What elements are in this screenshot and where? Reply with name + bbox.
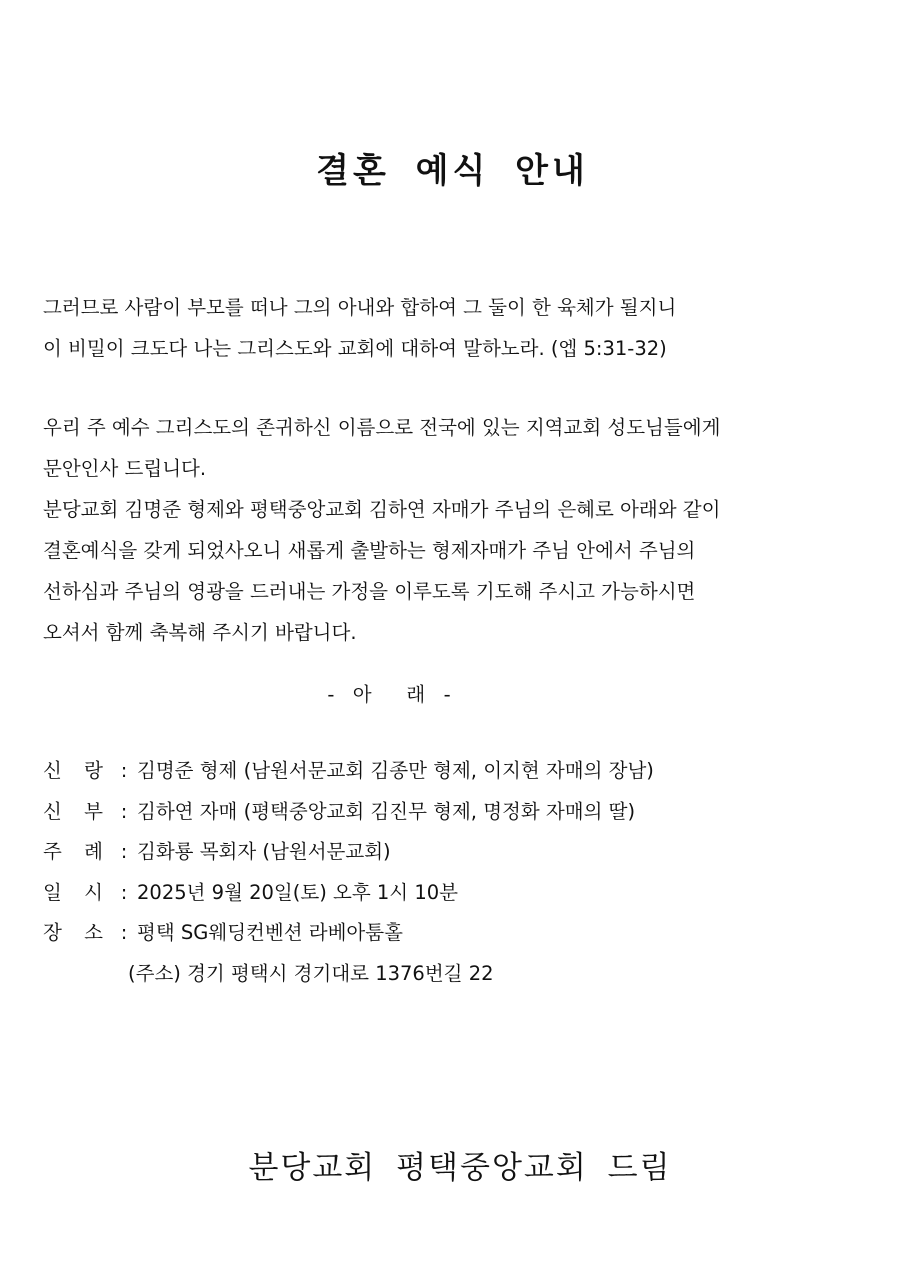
greeting-line: 문안인사 드립니다. xyxy=(43,457,207,480)
venue-address: (주소) 경기 평택시 경기대로 1376번길 22 xyxy=(128,961,494,985)
detail-row-venue xyxy=(43,913,883,954)
detail-separator: : xyxy=(120,880,128,904)
verse-line: 그러므로 사람이 부모를 떠나 그의 아내와 합하여 그 둘이 한 육체가 될지니 xyxy=(43,296,677,319)
detail-value: 김화룡 목회자 (남원서문교회) xyxy=(137,840,391,863)
greeting-paragraph xyxy=(43,407,883,653)
detail-value: 김명준 형제 (남원서문교회 김종만 형제, 이지현 자매의 장남) xyxy=(137,759,654,782)
detail-separator: : xyxy=(120,799,128,823)
ceremony-details xyxy=(43,751,883,994)
greeting-line: 분당교회 김명준 형제와 평택중앙교회 김하연 자매가 주님의 은혜로 아래와 같이 xyxy=(43,498,721,521)
detail-value: 김하연 자매 (평택중앙교회 김진무 형제, 명정화 자매의 딸) xyxy=(137,799,636,823)
detail-value: 평택 SG웨딩컨벤션 라베아툼홀 xyxy=(137,921,403,944)
detail-separator: : xyxy=(120,921,128,944)
detail-label: 신 랑 xyxy=(43,759,103,782)
detail-label: 장 소 xyxy=(43,921,103,944)
greeting-line: 오셔서 함께 축복해 주시기 바랍니다. xyxy=(43,621,357,644)
scripture-verse xyxy=(43,287,883,369)
detail-row-datetime xyxy=(43,873,883,914)
detail-label: 신 부 xyxy=(43,799,103,823)
detail-value: 2025년 9월 20일(토) 오후 1시 10분 xyxy=(137,880,458,904)
document-title: 결혼 예식 안내 xyxy=(316,151,589,191)
signature: 분당교회 평택중앙교회 드림 xyxy=(248,1150,672,1186)
notice-heading: - 아 래 - xyxy=(327,683,453,706)
detail-row-officiant xyxy=(43,832,883,873)
greeting-line: 선하심과 주님의 영광을 드러내는 가정을 이루도록 기도해 주시고 가능하시면 xyxy=(43,580,696,603)
detail-row-bride xyxy=(43,792,883,833)
detail-separator: : xyxy=(120,759,128,782)
greeting-line: 우리 주 예수 그리스도의 존귀하신 이름으로 전국에 있는 지역교회 성도님들에게 xyxy=(43,416,721,439)
detail-separator: : xyxy=(120,840,128,863)
verse-line: 이 비밀이 크도다 나는 그리스도와 교회에 대하여 말하노라. (엡 5:31-32) xyxy=(43,337,667,360)
greeting-line: 결혼예식을 갖게 되었사오니 새롭게 출발하는 형제자매가 주님 안에서 주님의 xyxy=(43,539,696,562)
detail-label: 일 시 xyxy=(43,880,103,904)
detail-row-groom xyxy=(43,751,883,792)
detail-label: 주 례 xyxy=(43,840,103,863)
